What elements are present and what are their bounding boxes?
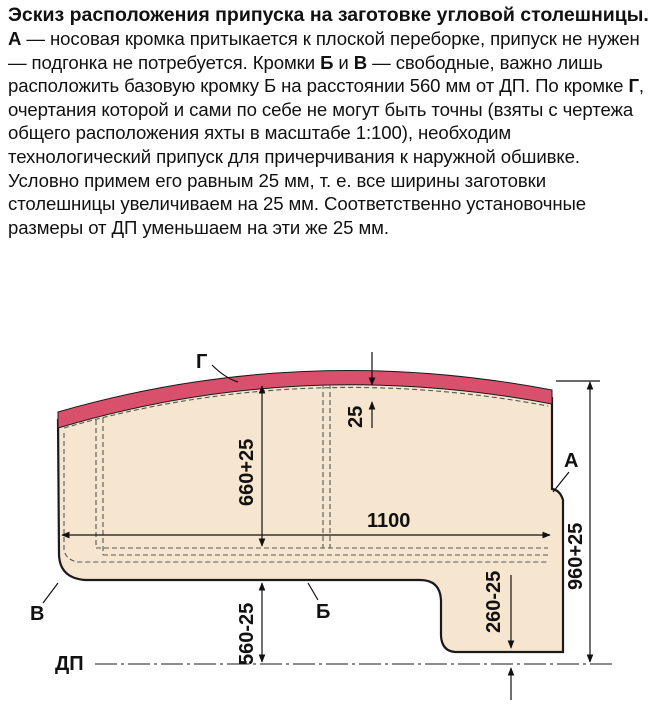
- label-edge-b: Б: [316, 601, 331, 623]
- label-edge-g: Г: [196, 351, 208, 373]
- dimension-height-main: 660+25: [236, 438, 258, 506]
- label-edge-a: А: [564, 450, 579, 472]
- edge-letter-b: Б: [320, 51, 334, 73]
- description-part-2: и: [333, 51, 354, 73]
- label-edge-v: В: [30, 603, 45, 625]
- description-part-4: , очертания которой и сами по себе не могут быть точны (взяты с чертежа общего расположения яхты в масштабе 1:100), необходим технологический припуск для причерчивания к наружной обшивке. Условно примем его равным 25 мм, т. е. все ширины заготовки столешницы увеличиваем на 25 мм. Соответственно установочные размеры от ДП уменьшаем на эти же 25 мм.: [8, 75, 644, 238]
- edge-letter-v: В: [353, 51, 368, 73]
- dimension-height-right: 960+25: [565, 522, 587, 590]
- edge-letter-g: Г: [628, 75, 639, 97]
- figure-title: Эскиз расположения припуска на заготовке угловой столешницы.: [8, 4, 649, 26]
- dimension-length: 1100: [367, 510, 411, 532]
- label-dp: ДП: [55, 653, 84, 675]
- dimension-from-dp-left: 560-25: [236, 602, 258, 665]
- dimension-allowance: 25: [345, 405, 367, 428]
- edge-letter-a: А: [8, 28, 22, 49]
- dimension-from-dp-right: 260-25: [483, 570, 505, 633]
- description-part-3: — свободные, важно лишь расположить базовую кромку Б на расстоянии 560 мм от ДП. По кромке: [8, 51, 629, 97]
- description-part-1: — носовая кромка притыкается к плоской переборке, припуск не нужен — подгонка не потребуется. Кромки: [8, 28, 640, 73]
